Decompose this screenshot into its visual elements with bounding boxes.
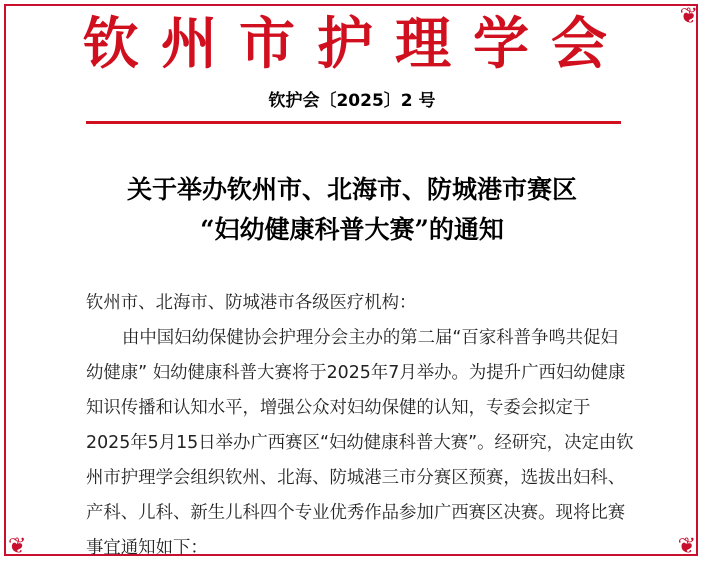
body-paragraph: 由中国妇幼保健协会护理分会主办的第二届“百家科普争鸣共促妇幼健康” 妇幼健康科普大赛将于2025年7月举办。为提升广西妇幼健康知识传播和认知水平，增强公众对妇幼保健的认知，专委会拟定于2025年5月15日举办广西赛区“妇幼健康科普大赛”。经研究，决定由钦州市护理学会组织钦州、北海、防城港三市分赛区预赛，选拔出妇科、产科、儿科、新生儿科四个专业优秀作品参加广西赛区决赛。现将比赛事宜通知如下：	[86, 328, 634, 558]
corner-ornament-icon: ❦	[8, 534, 27, 559]
notice-title-line-2: “妇幼健康科普大赛”的通知	[200, 215, 504, 244]
salutation: 钦州市、北海市、防城港市各级医疗机构：	[86, 293, 417, 313]
notice-title	[0, 170, 704, 250]
notice-body	[86, 286, 634, 566]
notice-title-line-1: 关于举办钦州市、北海市、防城港市赛区	[126, 175, 577, 204]
corner-ornament-icon: ❦	[679, 4, 698, 29]
document-number: 钦护会〔2025〕2 号	[268, 91, 436, 111]
corner-ornament-icon: ❦	[677, 534, 696, 559]
red-divider	[86, 121, 621, 124]
organization-title: 钦州市护理学会	[83, 11, 629, 77]
